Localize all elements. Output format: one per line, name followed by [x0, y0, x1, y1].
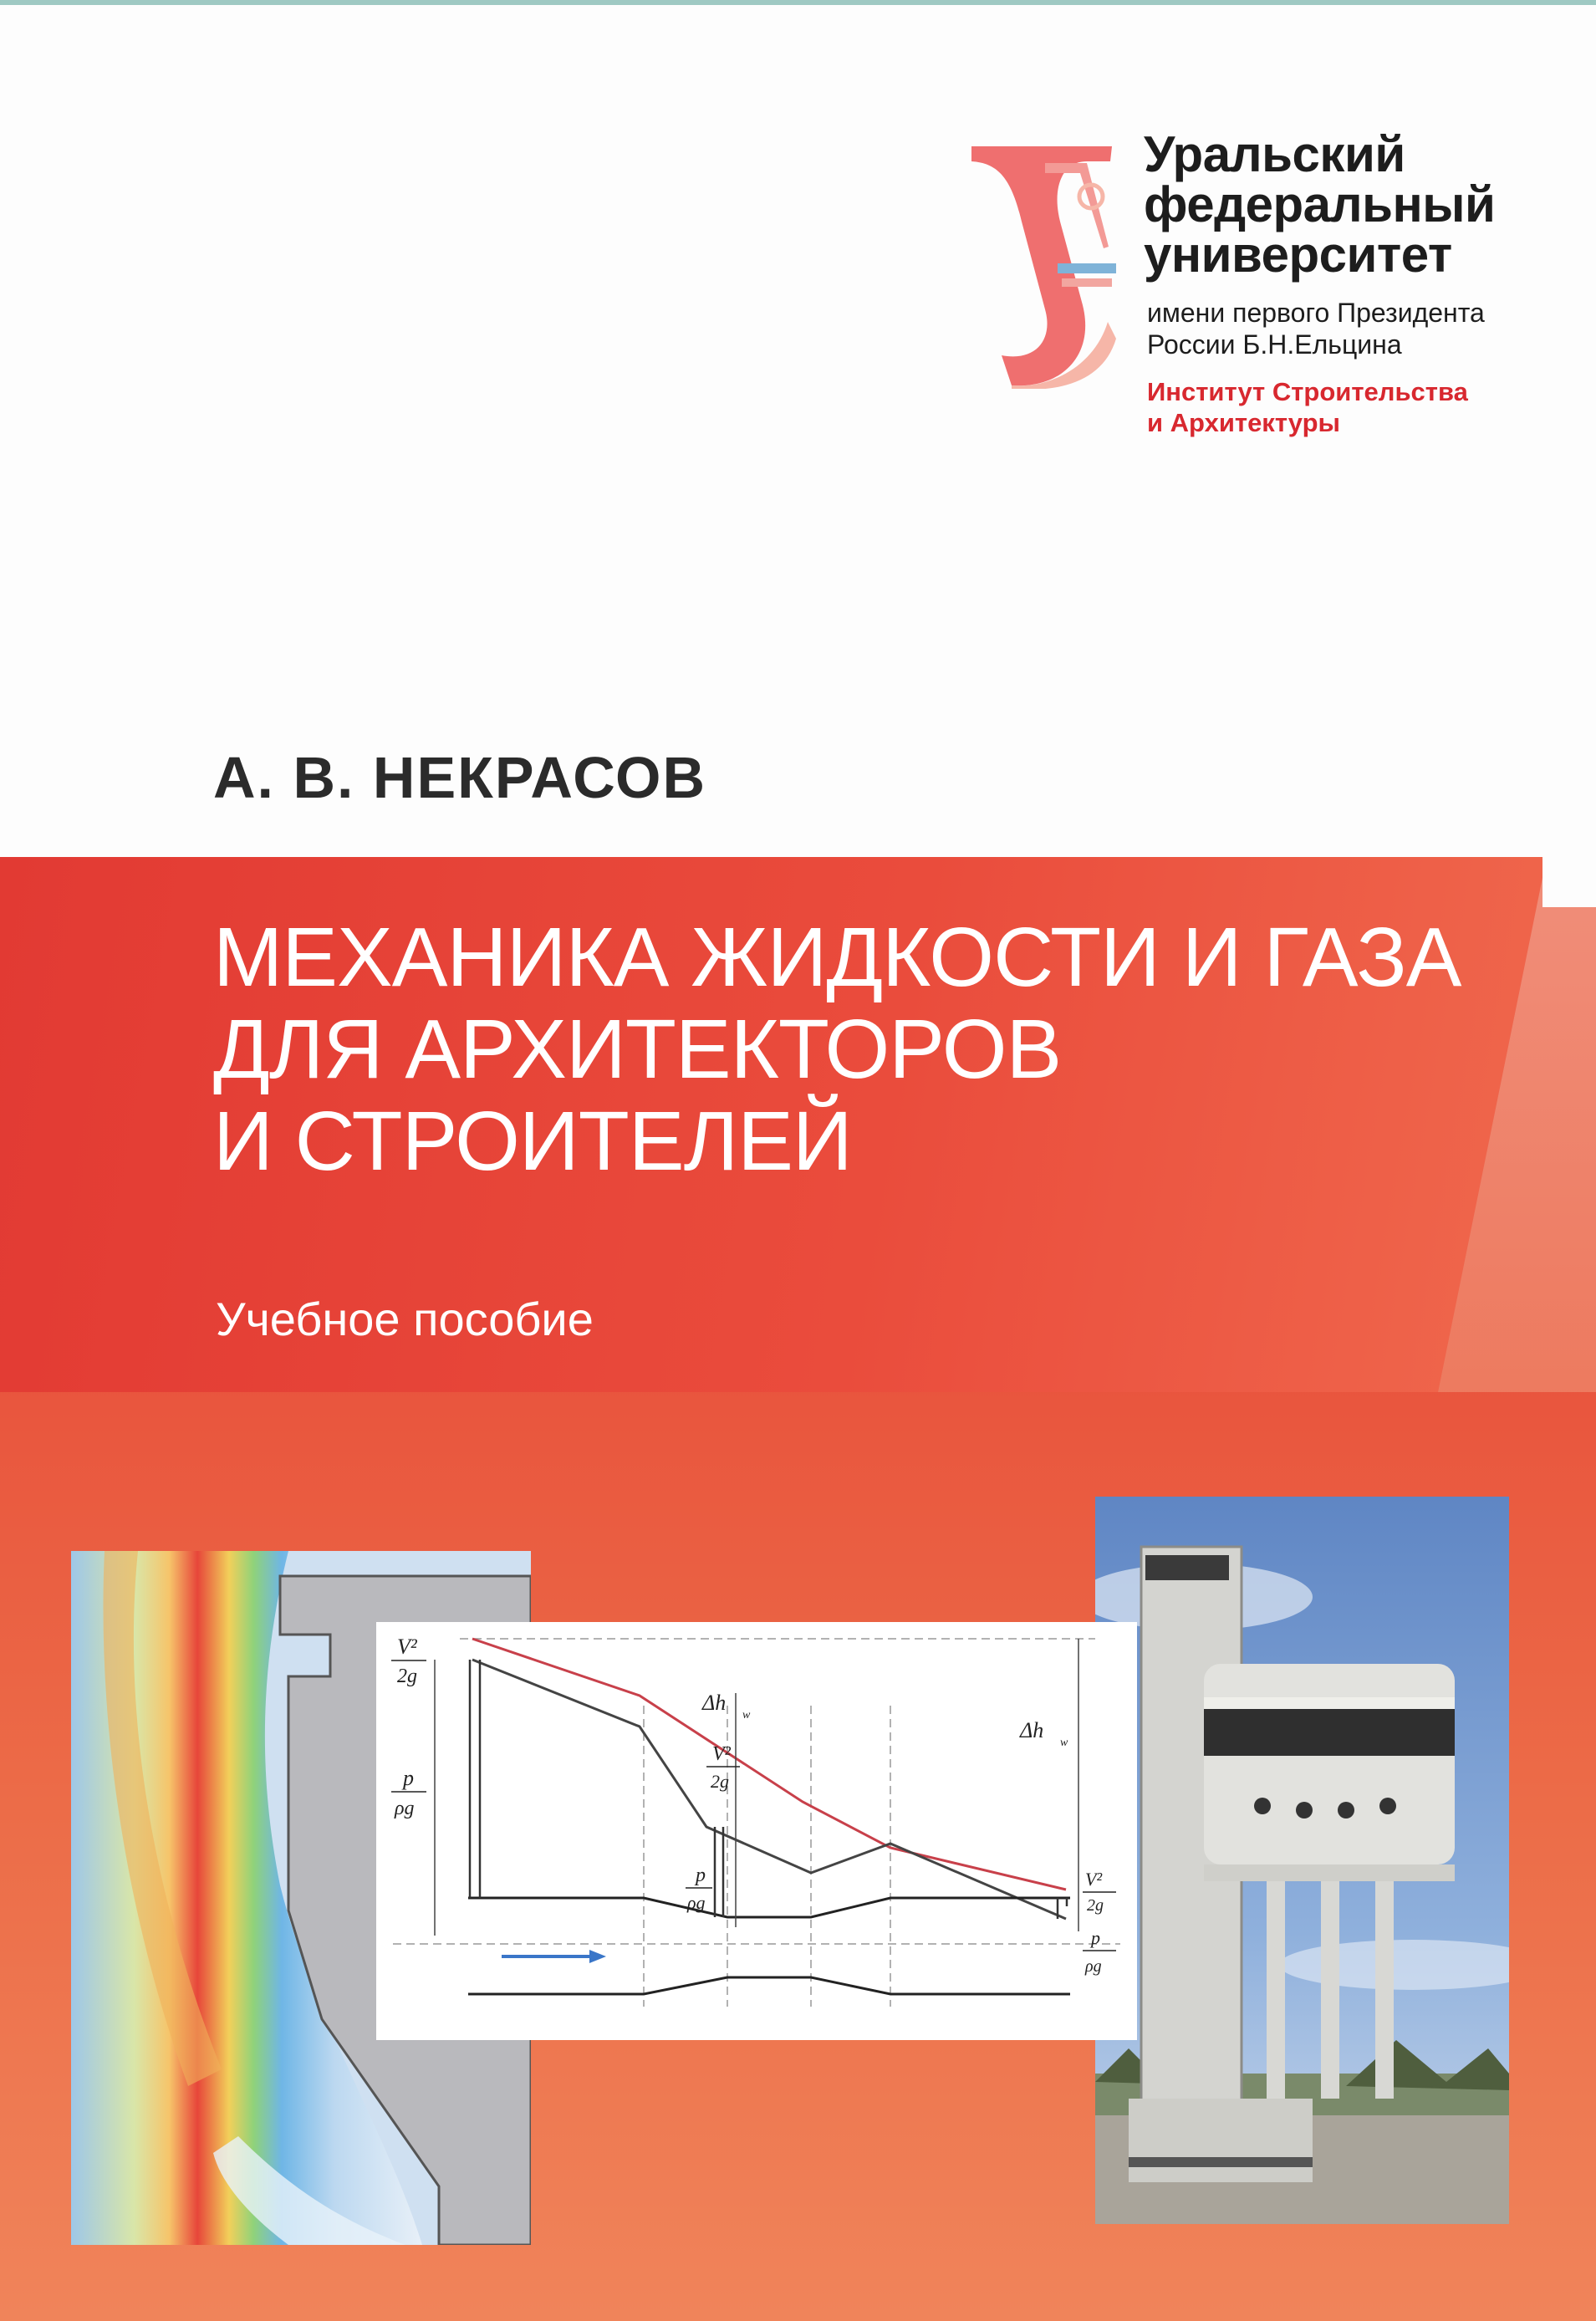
label-pg-left: ρg: [395, 1798, 415, 1819]
university-line-1: Уральский: [1144, 126, 1405, 182]
pressure-diagram: [376, 1622, 1137, 2040]
label-dh-mid: Δh: [702, 1691, 727, 1715]
top-edge-line: [0, 0, 1596, 5]
label-v2-left: V²: [397, 1635, 417, 1659]
title-line-1: МЕХАНИКА ЖИДКОСТИ И ГАЗА: [213, 911, 1461, 1004]
institute-line-1: Институт Строительства: [1147, 377, 1468, 406]
label-2g-mid: 2g: [711, 1771, 729, 1792]
band-corner-cut: [1542, 857, 1596, 907]
title-line-2: ДЛЯ АРХИТЕКТОРОВ: [213, 1002, 1062, 1096]
university-sub-line-2: России Б.Н.Ельцина: [1147, 329, 1402, 360]
university-sub-line-1: имени первого Президента: [1147, 298, 1485, 328]
label-p-mid: p: [696, 1864, 706, 1886]
label-v2-mid: V²: [712, 1743, 731, 1765]
urfu-emblem-icon: [961, 138, 1129, 389]
title-line-3: И СТРОИТЕЛЕЙ: [213, 1094, 852, 1188]
university-name: [1144, 126, 1496, 283]
label-v2-right: V²: [1085, 1869, 1103, 1890]
label-pg-right: ρg: [1085, 1957, 1102, 1976]
university-line-2: федеральный: [1144, 176, 1496, 232]
label-2g-right: 2g: [1087, 1896, 1104, 1915]
label-dh-right: Δh: [1020, 1718, 1044, 1742]
book-subtitle: Учебное пособие: [216, 1293, 594, 1345]
urfu-logo-block: [961, 126, 1547, 447]
label-dh-mid-sub: w: [742, 1709, 751, 1722]
institute-line-2: и Архитектуры: [1147, 408, 1341, 437]
university-line-3: университет: [1144, 227, 1452, 283]
book-title: [213, 911, 1461, 1187]
label-pg-mid: ρg: [687, 1892, 706, 1913]
university-subtitle: [1147, 297, 1485, 360]
label-2g-left: 2g: [397, 1666, 417, 1687]
institute-name: [1147, 376, 1468, 438]
author-name: А. В. НЕКРАСОВ: [213, 745, 707, 810]
water-tower-photo: [1095, 1497, 1509, 2224]
label-p-left: p: [403, 1766, 414, 1790]
label-dh-right-sub: w: [1060, 1737, 1068, 1749]
label-p-right: p: [1091, 1927, 1100, 1948]
